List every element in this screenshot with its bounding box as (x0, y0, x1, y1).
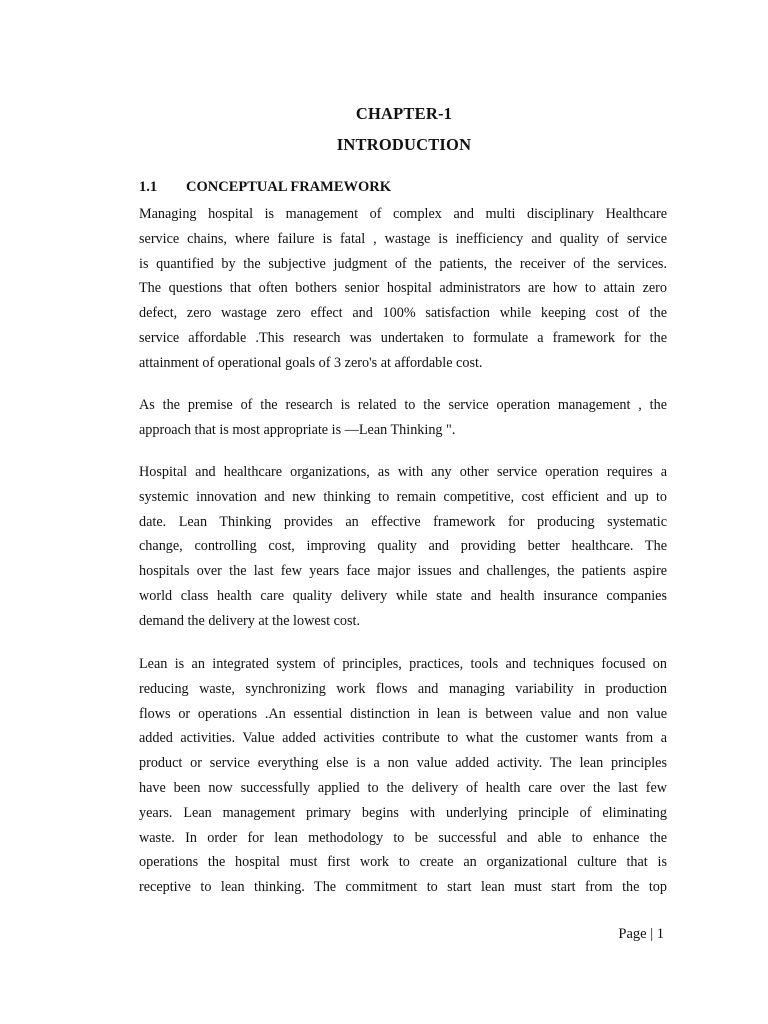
text-line: date. Lean Thinking provides an effective framework for producing systematic (139, 513, 667, 530)
text-line: service chains, where failure is fatal , wastage is inefficiency and quality of service (139, 230, 667, 247)
text-line: product or service everything else is a non value added activity. The lean principles (139, 755, 667, 772)
paragraph-4 (139, 652, 667, 900)
text-line: Lean is an integrated system of principles, practices, tools and techniques focused on (139, 656, 667, 672)
section-title: CONCEPTUAL FRAMEWORK (186, 179, 392, 195)
chapter-heading: CHAPTER-1 (355, 104, 453, 123)
section-number: 1.1 (139, 179, 158, 195)
text-line: Managing hospital is management of complex and multi disciplinary Healthcare (139, 206, 667, 222)
text-line: receptive to lean thinking. The commitment to start lean must start from the top (139, 879, 667, 896)
paragraph-3 (139, 460, 667, 634)
text-line: As the premise of the research is related to the service operation management , the (139, 397, 667, 413)
text-line: attainment of operational goals of 3 zero's at affordable cost. (139, 354, 483, 371)
text-line: defect, zero wastage zero effect and 100% satisfaction while keeping cost of the (139, 305, 667, 322)
page-title: INTRODUCTION (336, 135, 472, 154)
text-line: is quantified by the subjective judgment of the patients, the receiver of the services. (139, 255, 667, 272)
text-line: reducing waste, synchronizing work flows and managing variability in production (139, 680, 667, 697)
text-line: change, controlling cost, improving quality and providing better healthcare. The (139, 538, 667, 555)
text-line: demand the delivery at the lowest cost. (139, 612, 361, 629)
text-line: hospitals over the last few years face major issues and challenges, the patients aspire (139, 563, 667, 580)
text-line: service affordable .This research was undertaken to formulate a framework for the (139, 329, 667, 346)
text-line: added activities. Value added activities contribute to what the customer wants from a (139, 730, 667, 747)
page-number-footer: Page | 1 (618, 926, 664, 942)
text-line: years. Lean management primary begins with underlying principle of eliminating (139, 804, 667, 821)
text-line: operations the hospital must first work to create an organizational culture that is (139, 854, 667, 871)
text-line: approach that is most appropriate is —Lean Thinking ". (139, 421, 456, 438)
text-line: waste. In order for lean methodology to be successful and able to enhance the (139, 829, 667, 846)
section-heading (139, 179, 391, 196)
text-line: world class health care quality delivery while state and health insurance companies (139, 587, 667, 604)
text-line: flows or operations .An essential distinction in lean is between value and non value (139, 705, 667, 722)
paragraph-1 (139, 202, 667, 376)
text-line: have been now successfully applied to the delivery of health care over the last few (139, 779, 667, 796)
text-line: Hospital and healthcare organizations, as with any other service operation requires a (139, 464, 667, 480)
text-line: The questions that often bothers senior hospital administrators are how to attain zero (139, 280, 667, 297)
text-line: systemic innovation and new thinking to remain competitive, cost efficient and up to (139, 488, 667, 505)
paragraph-2 (139, 393, 667, 443)
